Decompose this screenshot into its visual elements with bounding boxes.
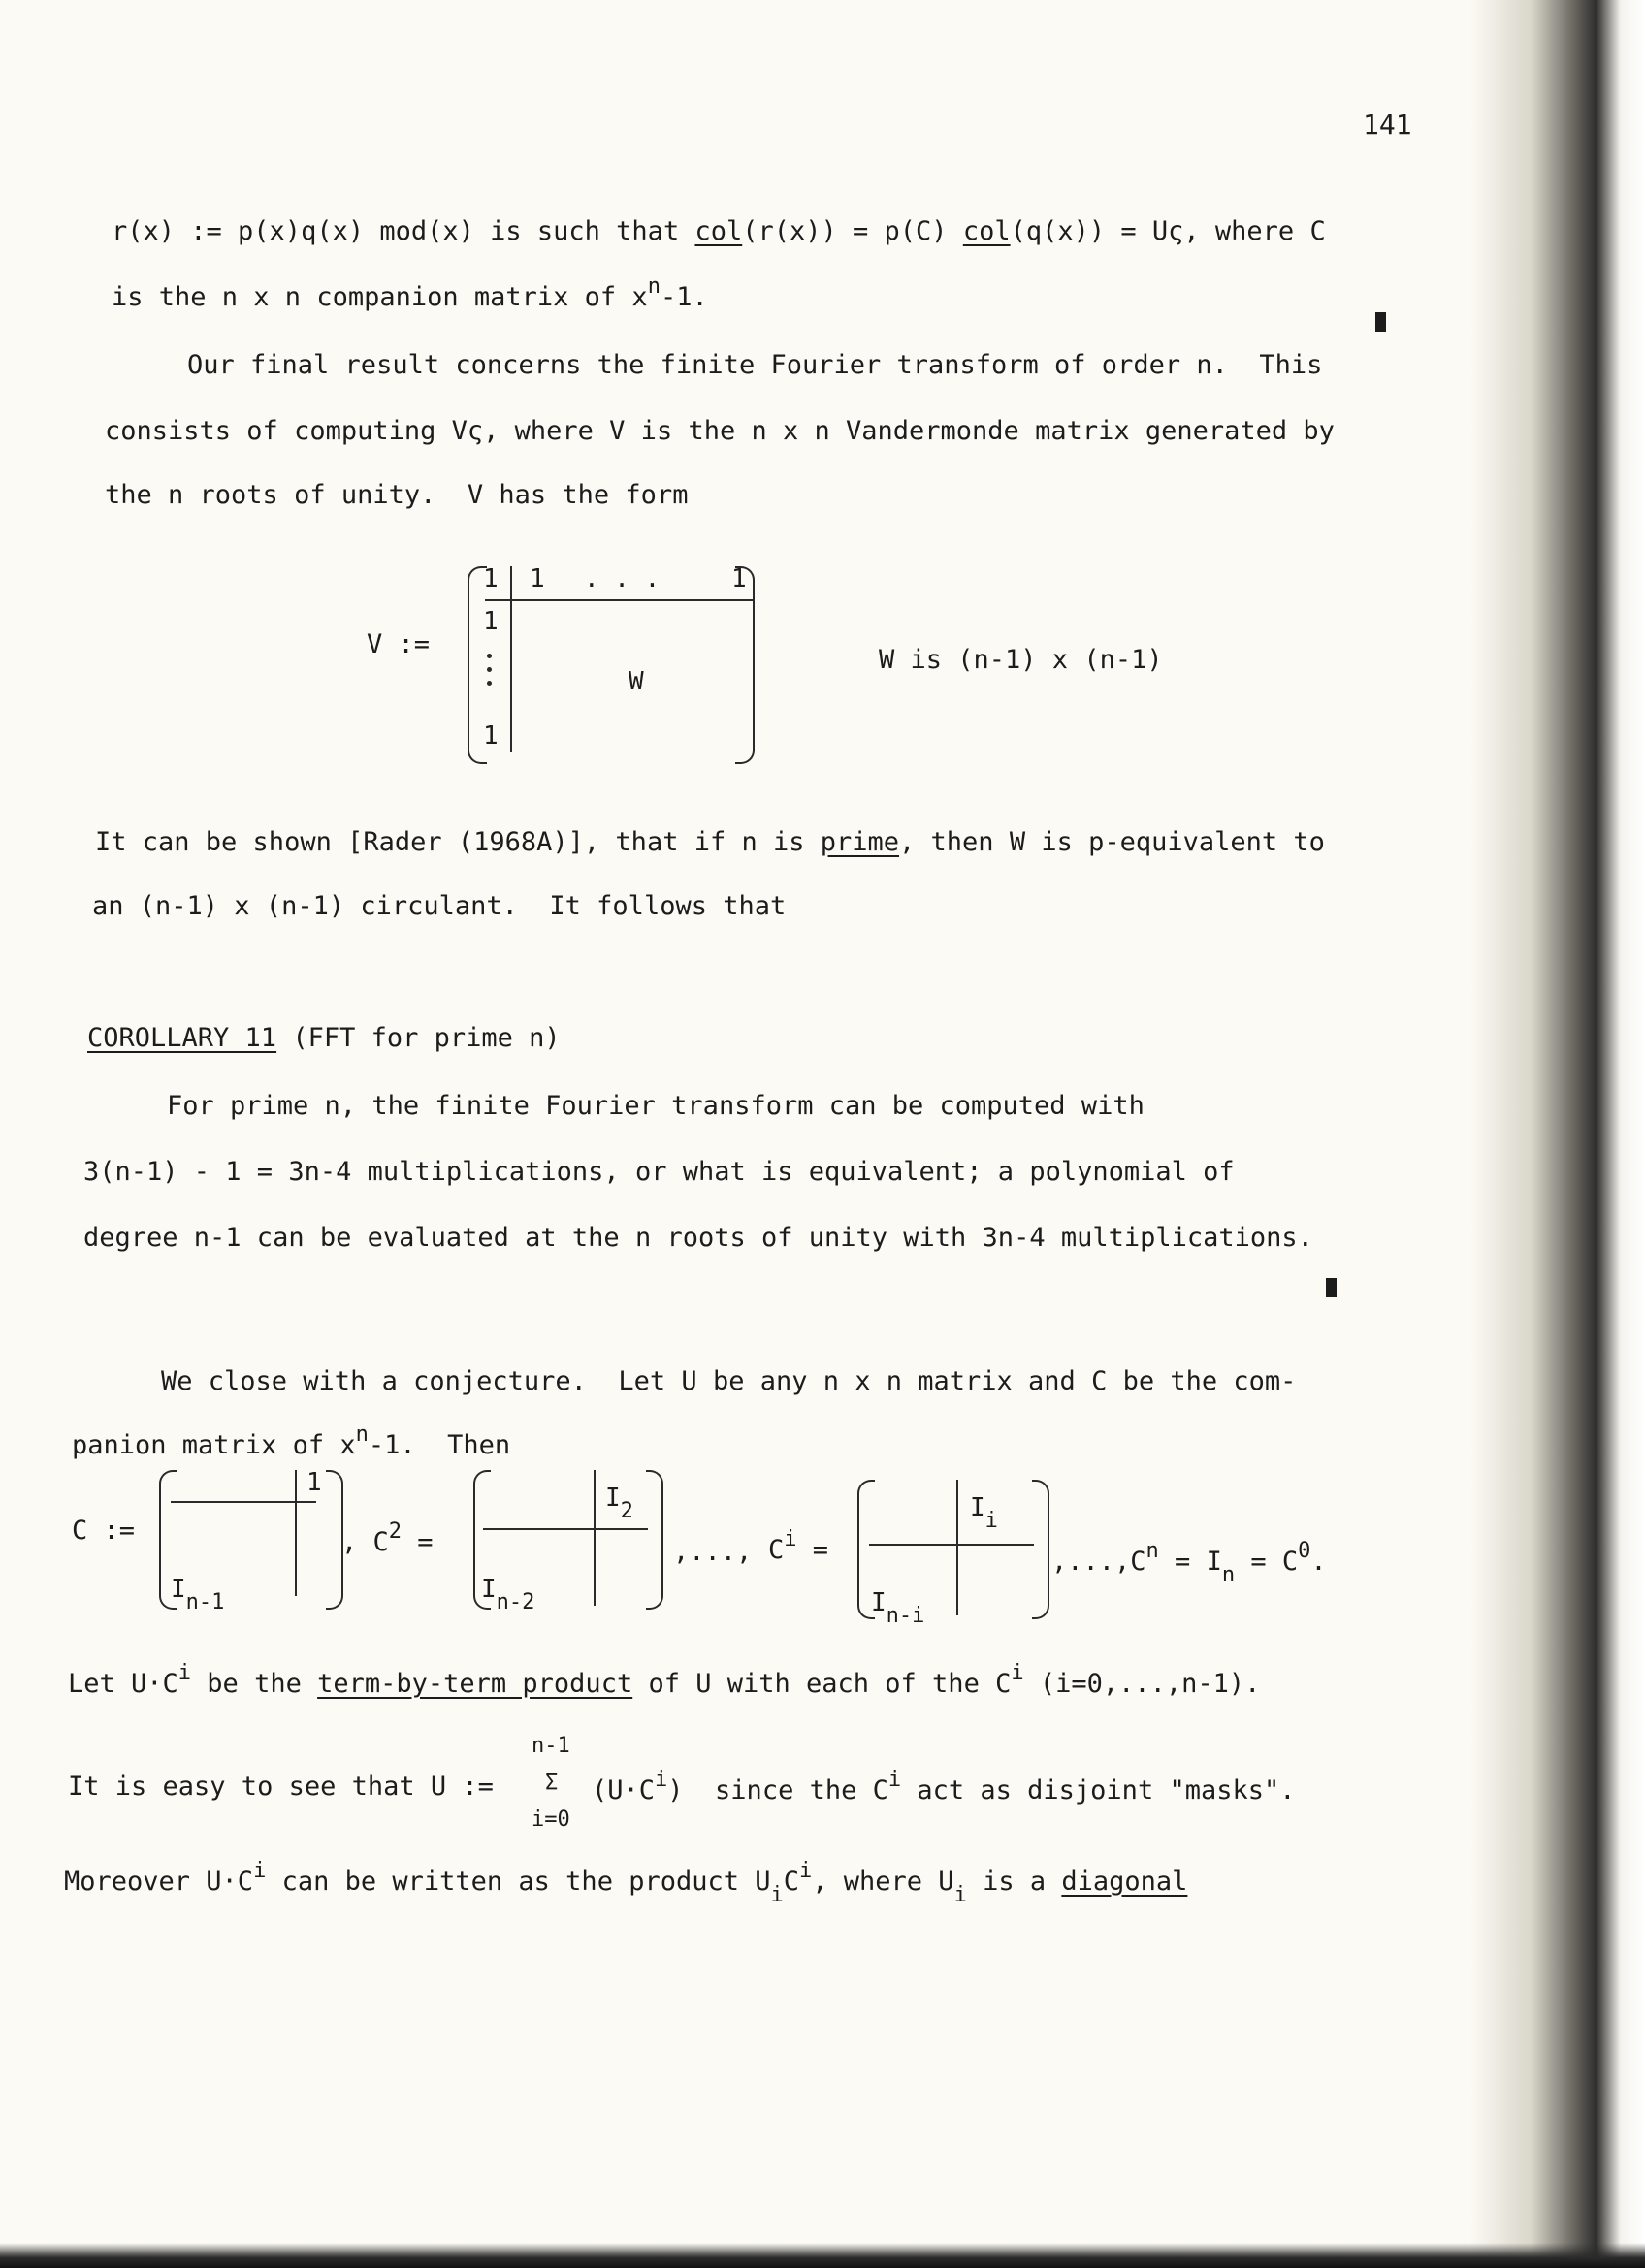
- c-identity-block: $I_{n-1}$: [171, 1575, 225, 1614]
- page-binding-shadow: [1470, 0, 1645, 2268]
- v-entry-1n: 1: [731, 564, 747, 593]
- v-entry-11: 1: [483, 564, 499, 593]
- text-line-2: is the n x n companion matrix of $x^n-1$.: [112, 274, 708, 312]
- c2-label: , $C^2$ =: [341, 1519, 434, 1557]
- w-description: W is (n-1) x (n-1): [879, 645, 1163, 675]
- ci-partition-vertical: [956, 1480, 958, 1615]
- text-line-10: Moreover $U\cdot C^i$ can be written as the product $U_iC^i$, where $U_i$ is a diagonal: [64, 1859, 1188, 1907]
- text-line-7: an (n-1) x (n-1) circulant. It follows that: [92, 891, 787, 921]
- c-entry-one: 1: [306, 1468, 322, 1497]
- ci-partition-horizontal: [869, 1544, 1034, 1546]
- text-line-1: r(x) := p(x)q(x) mod(x) is such that col(r(x)) = p(C) col(q(x)) = Uς, where C: [112, 216, 1326, 246]
- c2-identity-top: $I_2$: [605, 1484, 633, 1523]
- corollary-line-2: 3(n-1) - 1 = 3n-4 multiplications, or what is equivalent; a polynomial of: [83, 1157, 1235, 1187]
- sum-upper-limit: n-1: [532, 1734, 570, 1758]
- sum-lower-limit: i=0: [532, 1807, 570, 1832]
- ci-identity-top: $I_i$: [970, 1493, 998, 1533]
- v-partition-vertical: [510, 566, 512, 752]
- text-line-4: consists of computing Vς, where V is the n x n Vandermonde matrix generated by: [105, 416, 1335, 446]
- c-label: C :=: [72, 1516, 136, 1546]
- text-line-6: It can be shown [Rader (1968A)], that if n is prime, then W is p-equivalent to: [95, 827, 1325, 857]
- text-line-9-start: It is easy to see that U :=: [68, 1772, 494, 1802]
- v-entry-n1: 1: [483, 721, 499, 751]
- conjecture-line-2: panion matrix of $x^n-1$. Then: [72, 1422, 511, 1460]
- conjecture-line-1: We close with a conjecture. Let U be any n x n matrix and C be the com-: [161, 1366, 1297, 1396]
- v-block-w: W: [629, 667, 644, 696]
- c2-identity-block: $I_{n-2}$: [481, 1575, 535, 1614]
- cn-tail: $,...,C^n = I_n = C^0$.: [1051, 1539, 1327, 1587]
- v-partition-horizontal: [485, 599, 753, 601]
- text-line-8: Let $U\cdot C^i$ be the term-by-term product of U with each of the $C^i$ (i=0,...,n-1).: [68, 1661, 1261, 1699]
- v-row-dots: . . .: [584, 564, 661, 593]
- v-entry-21: 1: [483, 607, 499, 636]
- ci-label: $C^i$ =: [768, 1527, 829, 1565]
- ci-identity-block: $I_{n-i}$: [871, 1588, 925, 1628]
- c2-partition-vertical: [594, 1470, 596, 1606]
- text-line-5: the n roots of unity. V has the form: [105, 480, 689, 510]
- page-number: 141: [1363, 109, 1412, 141]
- v-column-dots: [487, 654, 492, 694]
- c-dots-1: ,...,: [673, 1537, 753, 1567]
- sum-sigma: Σ: [545, 1771, 559, 1795]
- corollary-heading: COROLLARY 11 (FFT for prime n): [87, 1023, 561, 1053]
- proof-end-mark: [1375, 312, 1386, 332]
- v-entry-12: 1: [530, 564, 545, 593]
- v-label: V :=: [367, 629, 431, 659]
- ci-right-paren: [1032, 1480, 1049, 1619]
- c2-partition-horizontal: [483, 1528, 648, 1530]
- v-right-paren: [735, 566, 755, 764]
- c-partition-vertical: [295, 1470, 297, 1596]
- page-bottom-shadow: [0, 2243, 1645, 2268]
- c2-right-paren: [646, 1470, 663, 1610]
- proof-end-mark-2: [1326, 1278, 1337, 1297]
- text-line-3: Our final result concerns the finite Fourier transform of order n. This: [187, 350, 1323, 380]
- corollary-line-3: degree n-1 can be evaluated at the n roots of unity with 3n-4 multiplications.: [83, 1223, 1313, 1253]
- text-line-9-end: $(U\cdot C^i)$ since the $C^i$ act as disjoint "masks".: [592, 1768, 1296, 1805]
- corollary-line-1: For prime n, the finite Fourier transform can be computed with: [167, 1091, 1145, 1121]
